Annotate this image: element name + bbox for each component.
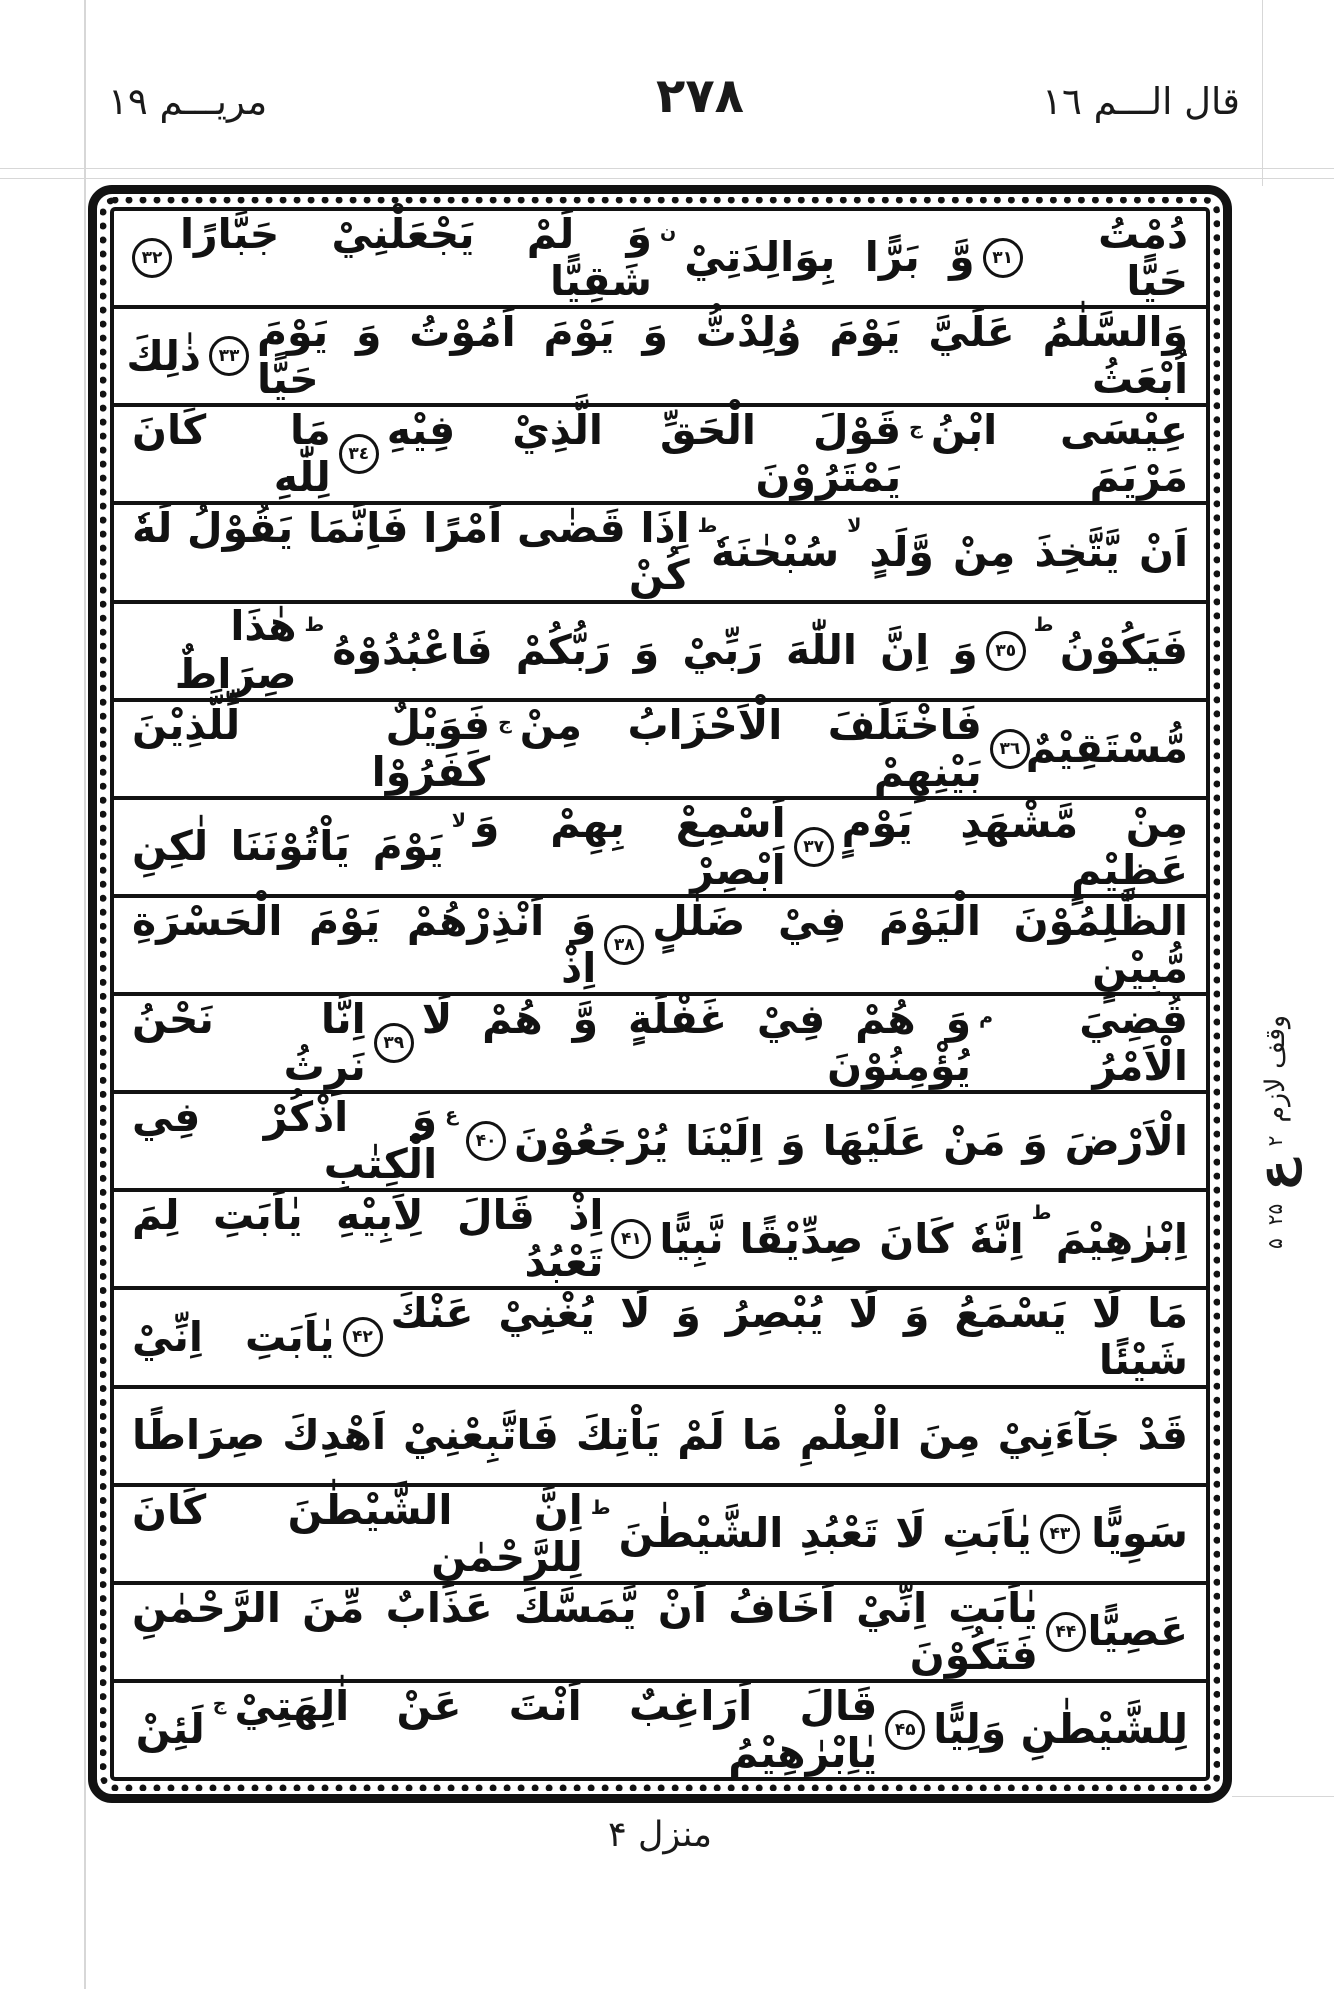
ayah-end-marker: ۴٢ [343, 1317, 383, 1357]
quran-text-segment: قَالَ اَرَاغِبٌ اَنْتَ عَنْ اٰلِهَتِيْ يٰاِبْرٰهِيْمُ [234, 1681, 878, 1777]
ayah-end-marker: ۴١ [611, 1219, 651, 1259]
quran-text-segment: يٰاَبَتِ لَا تَعْبُدِ الشَّيْطٰنَ [618, 1509, 1032, 1558]
quran-text-segment: قَوْلَ الْحَقِّ الَّذِيْ فِيْهِ يَمْتَرُوْنَ [386, 406, 902, 502]
quran-line [114, 1290, 1206, 1388]
ayah-end-marker: ٣٢ [132, 238, 172, 278]
waqf-sign: ط [590, 1496, 611, 1519]
waqf-sign: لا [451, 809, 466, 832]
quran-line [114, 309, 1206, 407]
ornamental-frame [88, 185, 1232, 1803]
quran-text-segment: اِنَّهٗ كَانَ صِدِّيْقًا نَّبِيًّا [659, 1214, 1024, 1263]
page-edge-line-left [84, 0, 86, 1989]
quran-text-segment: الْاَرْضَ وَ مَنْ عَلَيْهَا وَ اِلَيْنَا يُرْجَعُوْنَ [514, 1116, 1188, 1165]
quran-text-segment: اَسْمِعْ بِهِمْ وَ اَبْصِرْ [473, 798, 786, 894]
waqf-sign: ط [1031, 1202, 1052, 1225]
quran-line [114, 996, 1206, 1094]
page-edge-line-bottom [1232, 1796, 1334, 1797]
ayah-end-marker: ٣٥ [986, 631, 1026, 671]
ayah-end-marker: ٣٣ [209, 336, 249, 376]
quran-line [114, 211, 1206, 309]
quran-text-segment: وَ لَمْ يَجْعَلْنِيْ جَبَّارًا شَقِيًّا [180, 209, 652, 306]
quran-text-segment: اِنَّا نَحْنُ نَرِثُ [132, 994, 366, 1091]
quran-line [114, 505, 1206, 603]
quran-line [114, 1585, 1206, 1683]
bead-border [100, 197, 1220, 1791]
quran-line [114, 1094, 1206, 1192]
page-edge-line-right [1262, 0, 1263, 186]
quran-line [114, 407, 1206, 505]
waqf-sign: ع [445, 1104, 459, 1127]
quran-text-segment: ذٰلِكَ [126, 331, 201, 380]
ayah-end-marker: ۴۵ [885, 1710, 925, 1750]
waqf-sign: ط [697, 515, 718, 538]
waqf-sign: ج [498, 711, 512, 734]
quran-text-segment: اِنَّ الشَّيْطٰنَ كَانَ لِلرَّحْمٰنِ [132, 1485, 583, 1581]
quran-line [114, 604, 1206, 702]
quran-text-block [110, 207, 1210, 1781]
quran-line [114, 1389, 1206, 1487]
ruku-ain-symbol: ع [1248, 1159, 1302, 1191]
waqf-lazim-label: وقف لازم [1259, 1014, 1291, 1123]
quran-line [114, 1192, 1206, 1290]
quran-text-segment: دُمْتُ حَيًّا [1098, 209, 1188, 306]
page-edge-line-top-2 [0, 178, 1334, 179]
waqf-sign: م [979, 1006, 993, 1028]
ayah-end-marker: ٣٤ [339, 434, 379, 474]
margin-ruku-note [1243, 987, 1307, 1277]
quran-text-segment: الظّٰلِمُوْنَ الْيَوْمَ فِيْ ضَلٰلٍ مُّبِيْنٍ [652, 896, 1188, 992]
quran-text-segment: وَ هُمْ فِيْ غَفْلَةٍ وَّ هُمْ لَا يُؤْمِنُوْنَ [421, 994, 972, 1091]
ayah-end-marker: ٣١ [983, 238, 1023, 278]
quran-text-segment: لِلشَّيْطٰنِ وَلِيًّا [933, 1705, 1188, 1754]
quran-text-segment: اِبْرٰهِيْمَ [1055, 1214, 1188, 1263]
ruku-ayah-count: ٢۵ [1263, 1203, 1287, 1226]
quran-text-segment: سَوِيًّا [1091, 1509, 1188, 1558]
quran-text-segment: هٰذَا صِرَاطٌ [174, 602, 297, 698]
page-edge-line-top [0, 168, 1334, 169]
quran-text-segment: مُّسْتَقِيْمٌ [1025, 724, 1188, 773]
quran-line [114, 898, 1206, 996]
manzil-label: منزل ۴ [608, 1815, 712, 1855]
ayah-end-marker: ٣٦ [990, 729, 1030, 769]
quran-text-segment: وَالسَّلٰمُ عَلَيَّ يَوْمَ وُلِدْتُّ وَ يَوْمَ اَمُوْتُ وَ يَوْمَ اُبْعَثُ حَيًّا [256, 308, 1188, 404]
ayah-end-marker: ۴۴ [1046, 1612, 1086, 1652]
quran-text-segment: وَ اِنَّ اللّٰهَ رَبِّيْ وَ رَبُّكُمْ فَاعْبُدُوْهُ [332, 625, 978, 674]
ayah-end-marker: ٣٧ [794, 827, 834, 867]
waqf-sign: ن [660, 221, 677, 243]
quran-text-segment: فَاخْتَلَفَ الْاَحْزَابُ مِنْ بَيْنِهِمْ [519, 700, 982, 796]
quran-text-segment: يٰاَبَتِ اِنِّيْ اَخَافُ اَنْ يَّمَسَّكَ عَذَابٌ مِّنَ الرَّحْمٰنِ فَتَكُوْنَ [132, 1583, 1038, 1679]
quran-text-segment: مَا لَا يَسْمَعُ وَ لَا يُبْصِرُ وَ لَا يُغْنِيْ عَنْكَ شَيْئًا [390, 1289, 1188, 1385]
waqf-sign: ط [304, 613, 325, 636]
quran-text-segment: فَيَكُوْنُ [1059, 625, 1188, 674]
quran-text-segment: يَوْمَ يَاْتُوْنَنَا لٰكِنِ [132, 822, 444, 871]
quran-text-segment: مِنْ مَّشْهَدِ يَوْمٍ عَظِيْمٍ [841, 798, 1188, 894]
ruku-number: ٢ [1263, 1135, 1287, 1147]
para-ruku-number: ۵ [1263, 1238, 1287, 1250]
quran-text-segment: عِيْسَى ابْنُ مَرْيَمَ [930, 406, 1188, 502]
quran-text-segment: وَ اذْكُرْ فِي الْكِتٰبِ [132, 1093, 438, 1189]
quran-text-segment: اَنْ يَّتَّخِذَ مِنْ وَّلَدٍ [869, 527, 1188, 576]
surah-name-header: مريـــم ١٩ [108, 80, 268, 123]
quran-text-segment: اِذَا قَضٰى اَمْرًا فَاِنَّمَا يَقُوْلُ لَهٗ كُنْ [132, 504, 690, 600]
ayah-end-marker: ۴٣ [1040, 1514, 1080, 1554]
quran-line [114, 1487, 1206, 1585]
quran-line [114, 1683, 1206, 1777]
quran-text-segment: مَا كَانَ لِلّٰهِ [132, 406, 331, 502]
quran-text-segment: عَصِيًّا [1087, 1607, 1188, 1656]
quran-text-segment: لَئِنْ [135, 1705, 205, 1754]
waqf-sign: لا [847, 515, 862, 538]
ayah-end-marker: ٣٩ [374, 1023, 414, 1063]
ayah-end-marker: ٣٨ [604, 925, 644, 965]
quran-text-segment: قُضِيَ الْاَمْرُ [1079, 994, 1188, 1091]
ayah-end-marker: ۴٠ [466, 1121, 506, 1161]
quran-text-segment: سُبْحٰنَهٗ [710, 527, 840, 576]
quran-line [114, 800, 1206, 898]
quran-line [114, 702, 1206, 800]
page-number: ٢٧٨ [656, 68, 744, 124]
quran-text-segment: قَدْ جَآءَنِيْ مِنَ الْعِلْمِ مَا لَمْ يَاْتِكَ فَاتَّبِعْنِيْ اَهْدِكَ صِرَاطًا [132, 1410, 1188, 1459]
quran-text-segment: فَوَيْلٌ لِّلَّذِيْنَ كَفَرُوْا [132, 700, 491, 796]
quran-text-segment: وَّ بَرًّا بِوَالِدَتِيْ [684, 233, 975, 282]
waqf-sign: ج [212, 1692, 227, 1715]
quran-text-segment: وَ اَنْذِرْهُمْ يَوْمَ الْحَسْرَةِ اِذْ [132, 896, 597, 992]
quran-text-segment: يٰاَبَتِ اِنِّيْ [132, 1312, 335, 1361]
quran-text-segment: اِذْ قَالَ لِاَبِيْهِ يٰاَبَتِ لِمَ تَعْبُدُ [132, 1191, 604, 1287]
waqf-sign: ط [1033, 613, 1054, 636]
juz-name-header: قال الـــم ١٦ [1042, 80, 1240, 123]
waqf-sign: ج [909, 417, 923, 440]
